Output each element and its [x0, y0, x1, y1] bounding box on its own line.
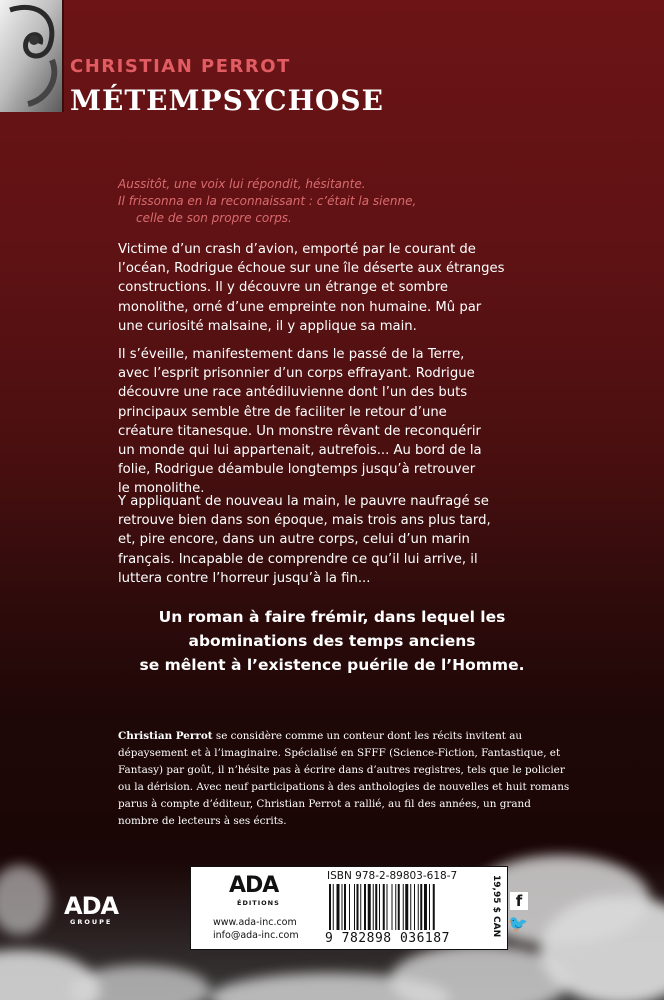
tagline	[80, 605, 584, 677]
bio-author-name: Christian Perrot	[118, 730, 213, 742]
text-line: avec l’esprit prisonnier d’un corps effrayant. Rodrigue	[118, 366, 475, 382]
synopsis-paragraph-3	[118, 492, 558, 588]
publisher-website: www.ada-inc.com	[213, 917, 297, 928]
text-line: monolithe, orné d’une empreinte non humaine. Mû par	[118, 299, 482, 315]
text-line: Il s’éveille, manifestement dans le passé de la Terre,	[118, 347, 465, 362]
price-label: 19,95 $ CAN	[491, 875, 501, 938]
barcode-panel	[190, 866, 508, 950]
text-line: une curiosité malsaine, il y applique sa main.	[118, 318, 417, 334]
bio-line: ou la dérision. Avec neuf participations à des anthologies de nouvelles et huit romans	[118, 781, 570, 793]
text-line: retrouve bien dans son époque, mais trois ans plus tard,	[118, 513, 491, 529]
excerpt-quote	[118, 176, 548, 227]
text-line: Y appliquant de nouveau la main, le pauvre naufragé se	[118, 494, 489, 509]
bio-line: parus à compte d’éditeur, Christian Perrot a rallié, au fil des années, un grand	[118, 798, 531, 810]
publisher-logo: ADA	[64, 892, 119, 920]
publisher-email: info@ada-inc.com	[213, 930, 299, 941]
synopsis-paragraph-2	[118, 345, 558, 499]
isbn-label: ISBN 978-2-89803-618-7	[327, 870, 458, 882]
ornament-image	[0, 0, 64, 112]
ean-digits: 9 782898 036187	[325, 931, 450, 946]
text-line: le monolithe.	[118, 481, 205, 497]
text-line: constructions. Il y découvre un étrange et sombre	[118, 280, 449, 296]
isbn-barcode	[319, 867, 507, 949]
tagline-line: se mêlent à l’existence puérile de l’Homme.	[139, 656, 525, 674]
bio-line	[118, 728, 558, 745]
text-line: luttera contre l’horreur jusqu’à la fin...	[118, 570, 371, 586]
publisher-info	[191, 867, 319, 949]
tagline-line: abominations des temps anciens	[188, 632, 476, 650]
quote-line: celle de son propre corps.	[136, 211, 292, 225]
quote-line: Aussitôt, une voix lui répondit, hésitante.	[118, 177, 366, 191]
publisher-logo-sub: GROUPE	[70, 918, 113, 926]
tagline-line: Un roman à faire frémir, dans lequel les	[158, 608, 506, 626]
publisher-box-logo: ADA	[229, 873, 279, 898]
text-line: Victime d’un crash d’avion, emporté par le courant de	[118, 242, 476, 257]
bio-line: dépaysement et à l’imaginaire. Spécialisé en SFFF (Science-Fiction, Fantastique, et	[118, 747, 561, 759]
author-name: CHRISTIAN PERROT	[70, 56, 291, 77]
text-line: français. Incapable de comprendre ce qu’il lui arrive, il	[118, 551, 478, 567]
text-line: créature titanesque. Un monstre rêvant de reconquérir	[118, 423, 481, 439]
twitter-icon: 🐦	[508, 914, 528, 933]
quote-line: Il frissonna en la reconnaissant : c’était la sienne,	[118, 194, 417, 208]
text-line: découvre une race antédiluvienne dont l’un des buts	[118, 385, 468, 401]
bio-text: se considère comme un conteur dont les récits invitent au	[212, 730, 523, 742]
text-line: l’océan, Rodrigue échoue sur une île déserte aux étranges	[118, 261, 505, 277]
book-title: MÉTEMPSYCHOSE	[70, 84, 384, 117]
publisher-box-sub: ÉDITIONS	[237, 899, 280, 907]
text-line: folie, Rodrigue déambule longtemps jusqu’à retrouver	[118, 462, 476, 478]
text-line: et, pire encore, dans un autre corps, celui d’un marin	[118, 532, 470, 548]
text-line: principaux semble être de faciliter le retour d’une	[118, 404, 447, 420]
barcode-bars	[327, 884, 477, 930]
text-line: un monde qui lui appartenait, autrefois... Au bord de la	[118, 443, 482, 459]
synopsis-paragraph-1	[118, 240, 558, 336]
bio-line: Fantasy) par goût, il n’hésite pas à écrire dans d’autres registres, tels que le policier	[118, 764, 565, 776]
author-bio	[118, 728, 570, 830]
facebook-icon: f	[510, 892, 528, 910]
bio-line: nombre de lecteurs à ses écrits.	[118, 815, 287, 827]
